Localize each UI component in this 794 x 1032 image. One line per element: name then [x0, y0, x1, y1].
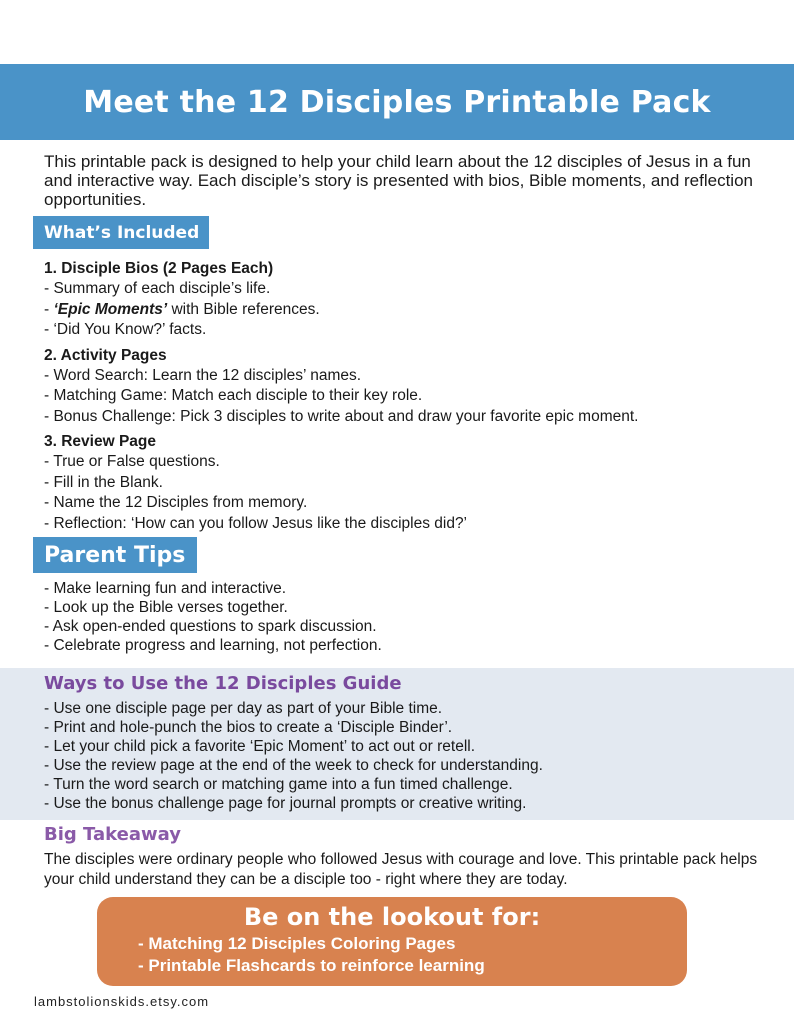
list-item: - Ask open-ended questions to spark discussion.: [44, 618, 377, 635]
whats-included-heading: What’s Included: [33, 216, 209, 249]
footer-url: lambstolionskids.etsy.com: [34, 994, 210, 1009]
list-item: - Matching Game: Match each disciple to their key role.: [44, 387, 423, 404]
takeaway-heading: Big Takeaway: [44, 824, 181, 845]
parent-tips-list: [44, 579, 382, 655]
list-item: - Fill in the Blank.: [44, 473, 163, 491]
list-item: - True or False questions.: [44, 453, 220, 470]
list-item: - Bonus Challenge: Pick 3 disciples to write about and draw your favorite epic moment.: [44, 407, 639, 425]
takeaway-text: The disciples were ordinary people who followed Jesus with courage and love. This printable pack helps your child understand they can be a disciple too - right where they are today.: [44, 851, 758, 888]
list-item-epic-moments: [44, 300, 638, 321]
list-item: - Word Search: Learn the 12 disciples’ names.: [44, 366, 362, 384]
parent-tips-heading: Parent Tips: [33, 537, 197, 573]
list-item: - Printable Flashcards to reinforce learning: [138, 956, 485, 975]
lookout-list: [138, 933, 485, 977]
intro-paragraph: This printable pack is designed to help your child learn about the 12 disciples of Jesus in a fun and interactive way. Each disciple’s story is presented with bios, Bible moments, and reflection opportunities.: [44, 152, 753, 209]
list-item: - Use the bonus challenge page for journal prompts or creative writing.: [44, 795, 527, 812]
list-item: - Look up the Bible verses together.: [44, 599, 288, 616]
list-item: - Celebrate progress and learning, not perfection.: [44, 637, 382, 654]
list-suffix: with Bible references.: [167, 300, 320, 318]
section-title-review: 3. Review Page: [44, 433, 157, 450]
list-item: - Make learning fun and interactive.: [44, 580, 287, 597]
lookout-heading: Be on the lookout for:: [243, 903, 541, 931]
list-item: - Use the review page at the end of the week to check for understanding.: [44, 757, 543, 774]
page-title: Meet the 12 Disciples Printable Pack: [83, 84, 711, 120]
list-item: - Name the 12 Disciples from memory.: [44, 494, 308, 511]
title-banner: [0, 64, 794, 140]
section-title-bios: 1. Disciple Bios (2 Pages Each): [44, 260, 274, 277]
list-item: - Reflection: ‘How can you follow Jesus like the disciples did?’: [44, 514, 468, 532]
list-item: - Use one disciple page per day as part of your Bible time.: [44, 700, 443, 717]
lookout-box: [97, 897, 687, 986]
ways-heading: Ways to Use the 12 Disciples Guide: [44, 673, 402, 694]
ways-list: [44, 699, 543, 813]
list-item: - Turn the word search or matching game into a fun timed challenge.: [44, 776, 513, 793]
list-item: - Summary of each disciple’s life.: [44, 280, 271, 297]
list-item: - ‘Did You Know?’ facts.: [44, 321, 207, 338]
epic-moments-label: ‘Epic Moments’: [53, 300, 168, 318]
list-item: - Print and hole-punch the bios to create a ‘Disciple Binder’.: [44, 719, 453, 736]
included-list: [44, 258, 638, 534]
list-item: - Matching 12 Disciples Coloring Pages: [138, 934, 456, 953]
list-prefix: -: [44, 300, 54, 318]
list-item: - Let your child pick a favorite ‘Epic Moment’ to act out or retell.: [44, 738, 476, 755]
section-title-activity: 2. Activity Pages: [44, 346, 167, 364]
